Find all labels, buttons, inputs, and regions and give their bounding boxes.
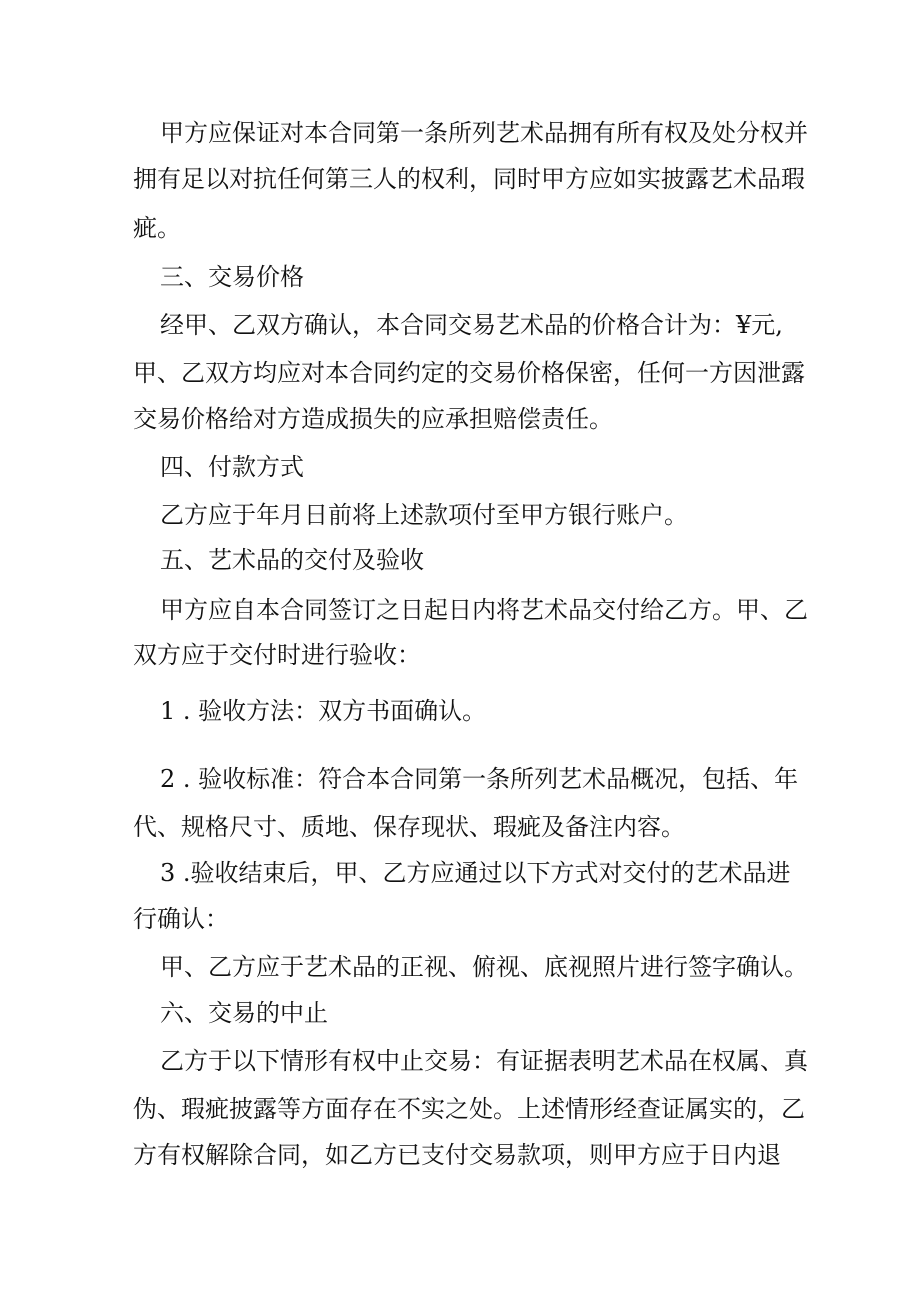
section-heading: 六、交易的中止	[160, 999, 328, 1027]
list-item: 2 . 验收标准：符合本合同第一条所列艺术品概况，包括、年	[160, 765, 799, 793]
paragraph-line: 经甲、乙双方确认，本合同交易艺术品的价格合计为：¥元,	[160, 311, 783, 339]
paragraph-line: 拥有足以对抗任何第三人的权利，同时甲方应如实披露艺术品瑕	[133, 165, 805, 193]
paragraph-line: 乙方应于年月日前将上述款项付至甲方银行账户。	[160, 501, 688, 529]
paragraph-line: 甲、乙双方均应对本合同约定的交易价格保密，任何一方因泄露	[133, 359, 805, 387]
paragraph-line: 双方应于交付时进行验收：	[133, 641, 421, 669]
list-item: 1 . 验收方法：双方书面确认。	[160, 697, 487, 725]
section-heading: 四、付款方式	[160, 453, 304, 481]
paragraph-line: 方有权解除合同，如乙方已支付交易款项，则甲方应于日内退	[133, 1141, 781, 1169]
paragraph-line: 代、规格尺寸、质地、保存现状、瑕疵及备注内容。	[133, 813, 685, 841]
paragraph-line: 行确认：	[133, 905, 229, 933]
paragraph-line: 乙方于以下情形有权中止交易：有证据表明艺术品在权属、真	[160, 1047, 808, 1075]
paragraph-line: 甲方应自本合同签订之日起日内将艺术品交付给乙方。甲、乙	[160, 596, 808, 624]
section-heading: 五、艺术品的交付及验收	[160, 546, 424, 574]
paragraph-line: 甲、乙方应于艺术品的正视、俯视、底视照片进行签字确认。	[160, 953, 808, 981]
paragraph-line: 交易价格给对方造成损失的应承担赔偿责任。	[133, 405, 613, 433]
section-heading: 三、交易价格	[160, 263, 304, 291]
paragraph-line: 疵。	[133, 214, 181, 242]
list-item: 3 .验收结束后，甲、乙方应通过以下方式对交付的艺术品进	[160, 859, 791, 887]
paragraph-line: 伪、瑕疵披露等方面存在不实之处。上述情形经查证属实的，乙	[133, 1095, 805, 1123]
paragraph-line: 甲方应保证对本合同第一条所列艺术品拥有所有权及处分权并	[160, 119, 808, 147]
